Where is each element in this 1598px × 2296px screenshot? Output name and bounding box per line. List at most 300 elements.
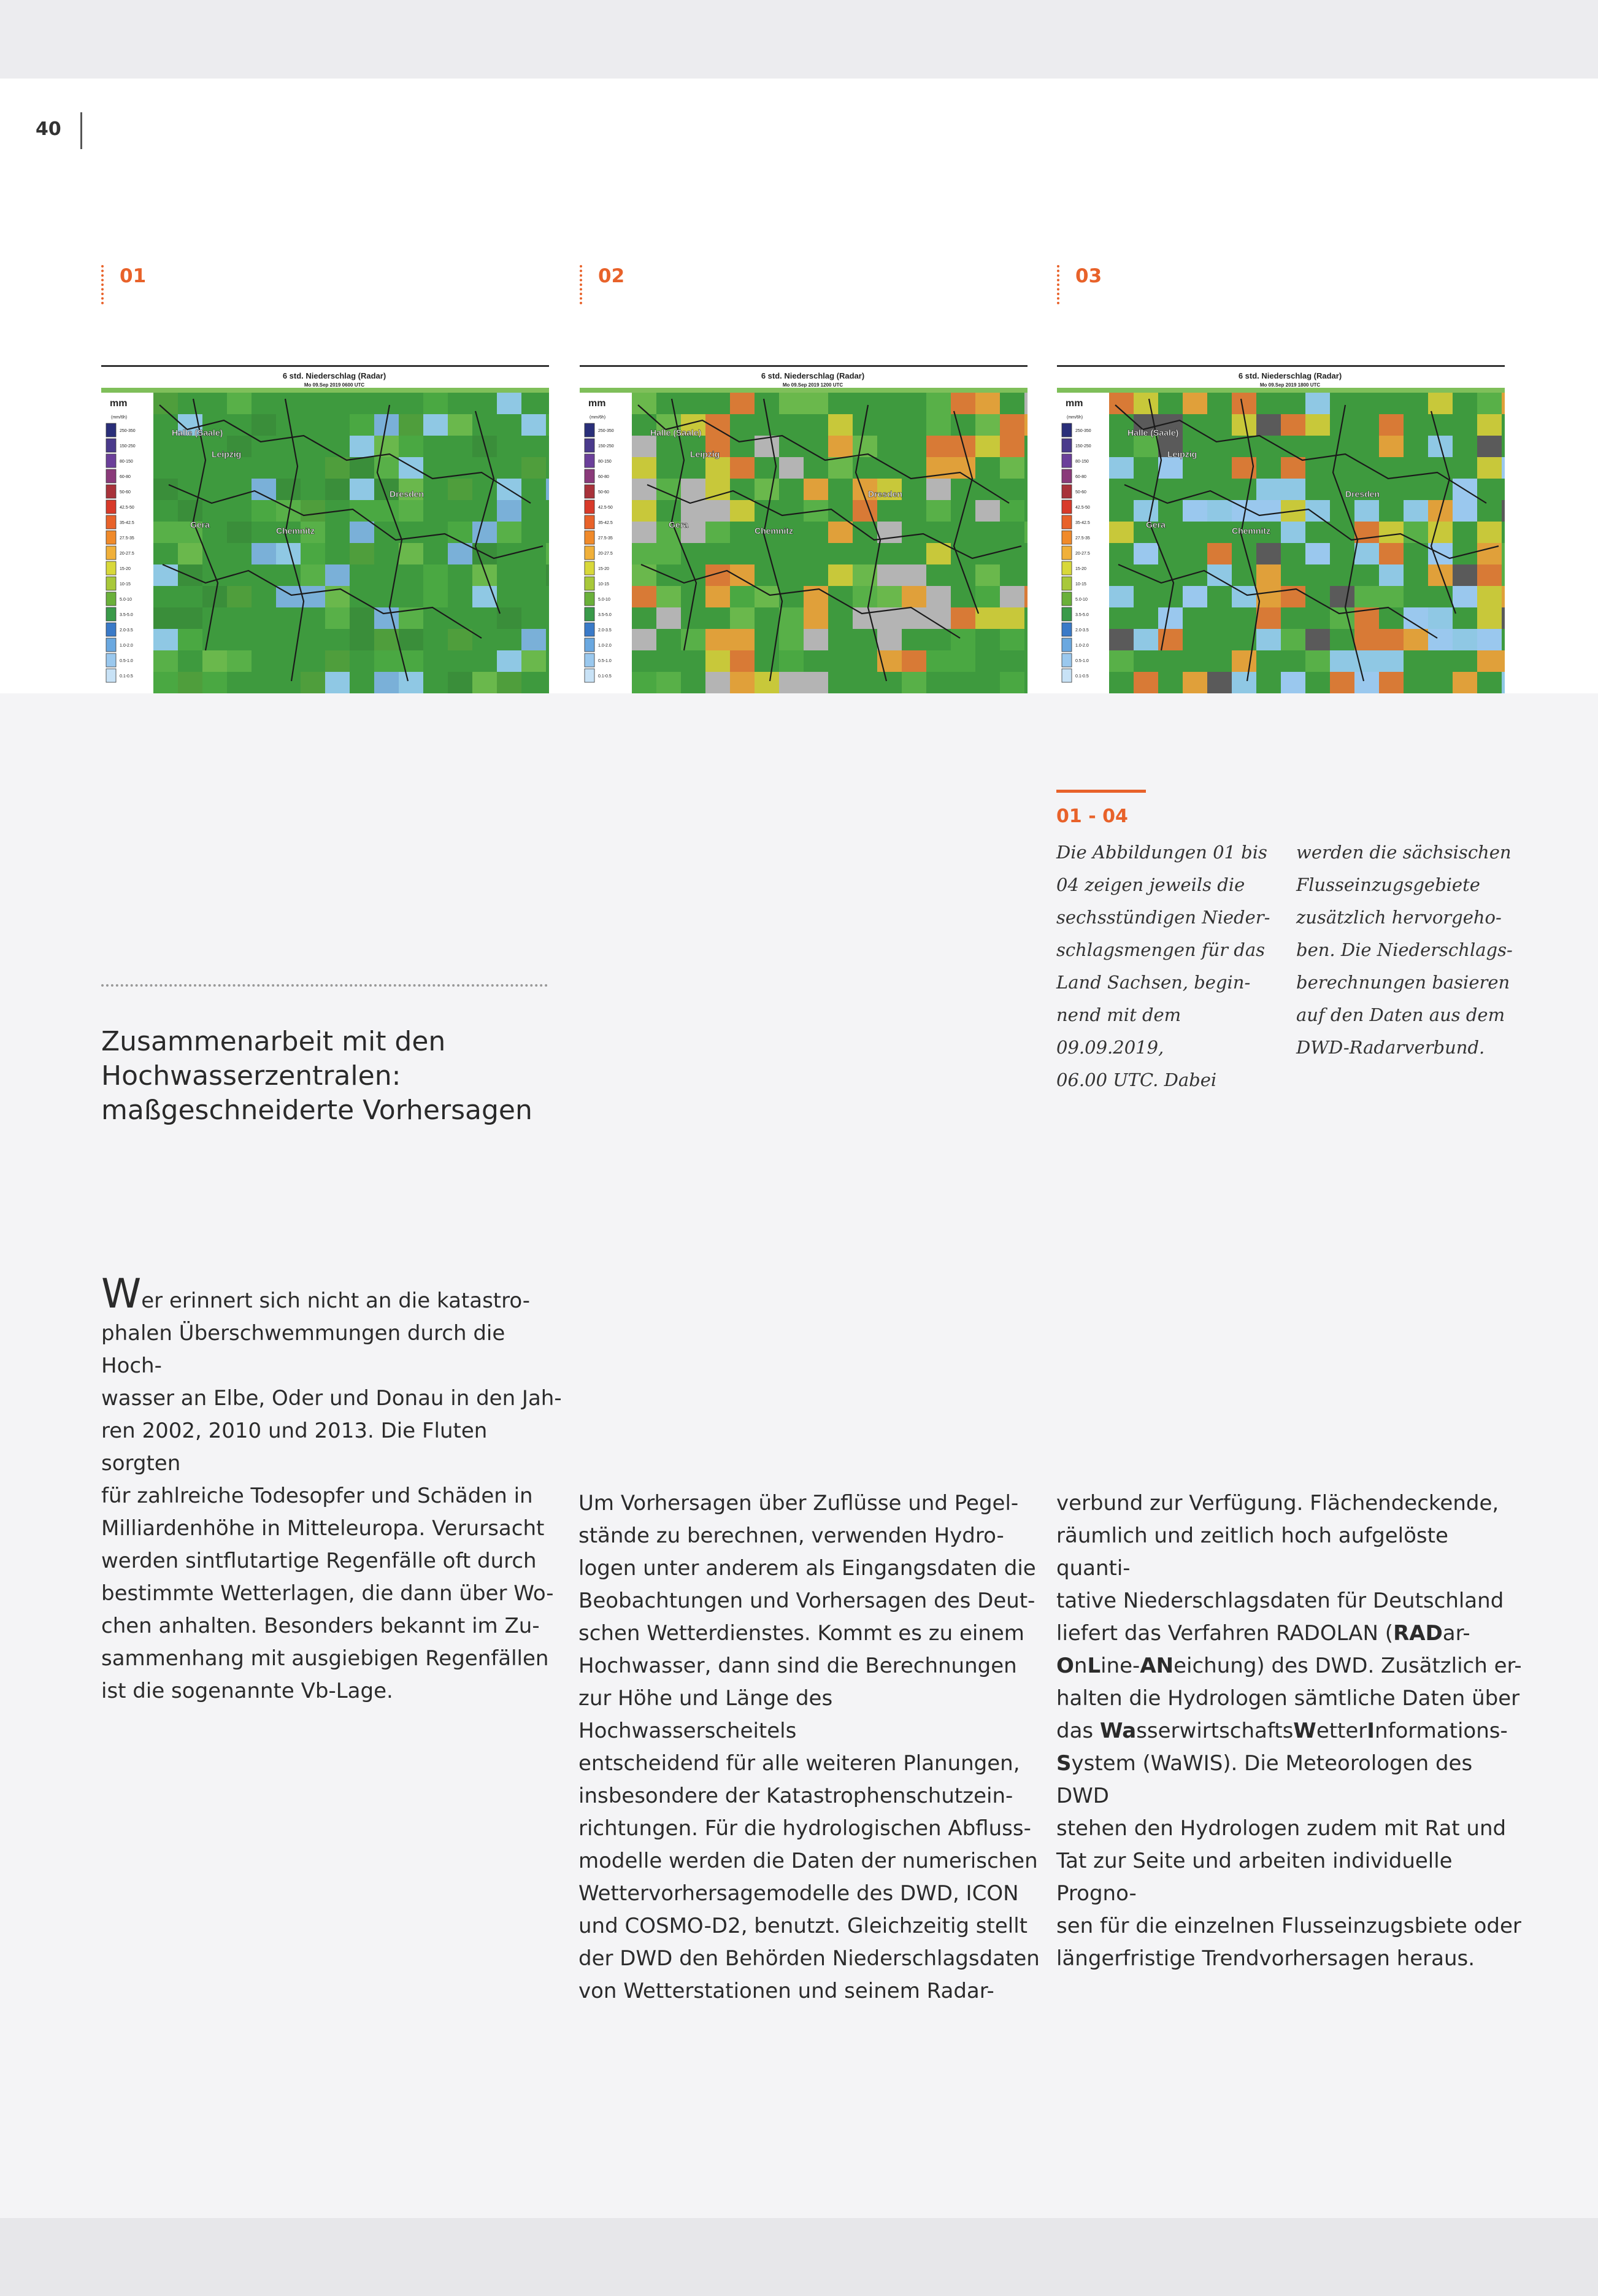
precipitation-cell (1207, 586, 1232, 607)
precipitation-cell (1000, 607, 1024, 629)
precipitation-cell (902, 436, 926, 457)
precipitation-cell (1024, 543, 1028, 564)
legend-value: 60-80 (1075, 475, 1086, 479)
precipitation-cell (828, 457, 853, 479)
precipitation-cell (350, 414, 374, 436)
city-label: Chemnitz (755, 526, 793, 536)
precipitation-cell (804, 522, 828, 543)
precipitation-cell (951, 672, 975, 693)
precipitation-cell (423, 479, 448, 500)
precipitation-cell (1404, 586, 1428, 607)
precipitation-cell (951, 564, 975, 586)
precipitation-cell (1502, 672, 1505, 693)
precipitation-cell (423, 586, 448, 607)
legend-swatch (1062, 423, 1072, 437)
precipitation-cell (1281, 650, 1305, 672)
legend-value: 15-20 (1075, 567, 1086, 571)
precipitation-cell (975, 564, 1000, 586)
line (1056, 1715, 1523, 1747)
precipitation-cell (448, 586, 472, 607)
precipitation-cell (1305, 414, 1330, 436)
precipitation-cell (975, 650, 1000, 672)
precipitation-cell (227, 586, 252, 607)
precipitation-cell (1354, 564, 1379, 586)
precipitation-cell (877, 500, 902, 522)
precipitation-cell (951, 522, 975, 543)
precipitation-cell (1453, 543, 1477, 564)
precipitation-cell (472, 607, 497, 629)
legend-swatch (1062, 638, 1072, 652)
precipitation-cell (1281, 607, 1305, 629)
city-label: Gera (1146, 520, 1166, 530)
precipitation-cell (656, 650, 681, 672)
precipitation-cell (1109, 586, 1134, 607)
precipitation-cell (656, 543, 681, 564)
text: etter (1316, 1719, 1367, 1743)
precipitation-cell (828, 543, 853, 564)
acronym-highlight: I (1367, 1719, 1375, 1743)
precipitation-cell (1183, 479, 1207, 500)
precipitation-cell (1477, 500, 1502, 522)
precipitation-cell (227, 479, 252, 500)
precipitation-cell (1453, 522, 1477, 543)
text: ine- (1101, 1654, 1140, 1678)
legend-value: 3.5-5.0 (598, 613, 612, 617)
precipitation-cell (350, 436, 374, 457)
precipitation-cell (902, 414, 926, 436)
legend-swatch (585, 653, 594, 667)
precipitation-cell (853, 586, 877, 607)
precipitation-cell (1502, 543, 1505, 564)
precipitation-cell (1207, 479, 1232, 500)
precipitation-cell (521, 479, 546, 500)
precipitation-cell (1428, 607, 1453, 629)
precipitation-cell (632, 479, 656, 500)
body-column-3 (1056, 1487, 1523, 1975)
precipitation-cell (1477, 522, 1502, 543)
legend-swatch (1062, 454, 1072, 468)
legend-swatch (1062, 469, 1072, 483)
precipitation-cell (877, 672, 902, 693)
precipitation-cell (1404, 500, 1428, 522)
precipitation-cell (853, 500, 877, 522)
precipitation-cell (632, 564, 656, 586)
paragraph-text: Um Vorhersagen über Zuflüsse und Pegel- stände zu berechnen, verwenden Hydro- logen unter anderem als Eingangsdaten die Beobachtungen und Vorhersagen des Deut- schen Wetterdienstes. Kommt es zu einem Hochwasser, dann sind die Berechnungen zur Höhe und Länge des Hochwasserscheitels entscheidend für alle weiteren Planungen, insbesondere der Katastrophenschutzein- richtungen. Für die hydrologischen Abfluss- modelle werden die Daten der numerischen Wettervorhersagemodelle des DWD, ICON und COSMO-D2, benutzt. Gleichzeitig stellt der DWD den Behörden Niederschlagsdaten von Wetterstationen und seinem Radar- (578, 1491, 1040, 2003)
precipitation-cell (1379, 522, 1404, 543)
precipitation-cell (828, 607, 853, 629)
precipitation-cell (1477, 414, 1502, 436)
precipitation-cell (877, 436, 902, 457)
precipitation-cell (853, 672, 877, 693)
legend-swatch (585, 638, 594, 652)
precipitation-cell (1207, 543, 1232, 564)
precipitation-cell (1428, 650, 1453, 672)
precipitation-cell (448, 414, 472, 436)
precipitation-cell (1453, 629, 1477, 650)
caption-right (1296, 836, 1529, 1064)
precipitation-cell (902, 586, 926, 607)
precipitation-cell (374, 650, 399, 672)
legend-unit-sub: (mm/6h) (111, 415, 128, 420)
legend-value: 3.5-5.0 (1075, 613, 1089, 617)
precipitation-cell (705, 586, 730, 607)
precipitation-cell (423, 543, 448, 564)
precipitation-cell (1232, 650, 1256, 672)
precipitation-cell (926, 393, 951, 414)
precipitation-cell (227, 629, 252, 650)
precipitation-cell (448, 564, 472, 586)
precipitation-cell (1024, 500, 1028, 522)
precipitation-cell (1354, 393, 1379, 414)
precipitation-cell (804, 629, 828, 650)
precipitation-field (153, 393, 549, 693)
legend-value: 35-42.5 (120, 521, 134, 525)
precipitation-cell (705, 393, 730, 414)
precipitation-cell (1158, 393, 1183, 414)
precipitation-cell (730, 672, 755, 693)
precipitation-cell (1000, 522, 1024, 543)
precipitation-cell (877, 586, 902, 607)
precipitation-cell (632, 672, 656, 693)
precipitation-cell (1207, 672, 1232, 693)
precipitation-cell (828, 672, 853, 693)
city-label: Chemnitz (1232, 526, 1270, 536)
precipitation-cell (153, 436, 178, 457)
precipitation-cell (828, 479, 853, 500)
precipitation-cell (227, 457, 252, 479)
legend-swatch (1062, 439, 1072, 452)
city-label: Chemnitz (276, 526, 315, 536)
precipitation-cell (951, 629, 975, 650)
legend-unit: mm (588, 398, 606, 409)
precipitation-cell (423, 436, 448, 457)
precipitation-cell (546, 629, 549, 650)
text: ystem (WaWIS). Die Meteorologen des DWD (1056, 1751, 1473, 1808)
precipitation-cell (1000, 586, 1024, 607)
precipitation-cell (755, 672, 779, 693)
precipitation-cell (1281, 414, 1305, 436)
legend-swatch (106, 577, 116, 590)
precipitation-cell (1354, 414, 1379, 436)
precipitation-cell (448, 436, 472, 457)
precipitation-cell (656, 564, 681, 586)
precipitation-cell (1109, 457, 1134, 479)
precipitation-cell (926, 564, 951, 586)
precipitation-cell (1134, 543, 1158, 564)
precipitation-cell (1477, 650, 1502, 672)
precipitation-cell (681, 672, 705, 693)
legend-value: 1.0-2.0 (120, 644, 133, 648)
legend-swatch (585, 669, 594, 682)
precipitation-cell (1354, 457, 1379, 479)
precipitation-cell (779, 672, 804, 693)
legend-value: 3.5-5.0 (120, 613, 133, 617)
line: tative Niederschlagsdaten für Deutschland (1056, 1589, 1504, 1613)
legend-value: 27.5-35 (598, 536, 613, 541)
legend-value: 60-80 (598, 475, 609, 479)
caption-right-text: werden die sächsischen Flusseinzugsgebiete zusätzlich hervorgeho- ben. Die Niederschlags- berechnungen basieren auf den Daten aus dem DWD-Radarverbund. (1296, 842, 1513, 1058)
precipitation-cell (423, 522, 448, 543)
precipitation-cell (153, 607, 178, 629)
precipitation-cell (877, 457, 902, 479)
precipitation-cell (1256, 500, 1281, 522)
precipitation-cell (1305, 457, 1330, 479)
precipitation-cell (472, 522, 497, 543)
line: längerfristige Trendvorhersagen heraus. (1056, 1946, 1475, 1971)
precipitation-cell (656, 607, 681, 629)
precipitation-cell (1404, 436, 1428, 457)
legend-swatch (106, 607, 116, 621)
precipitation-cell (178, 629, 202, 650)
precipitation-cell (681, 650, 705, 672)
precipitation-cell (632, 457, 656, 479)
legend-value: 150-250 (598, 444, 614, 449)
precipitation-cell (1183, 607, 1207, 629)
legend-swatch (585, 515, 594, 529)
legend-value: 2.0-3.5 (598, 628, 612, 633)
precipitation-cell (1232, 672, 1256, 693)
precipitation-cell (1379, 543, 1404, 564)
precipitation-cell (705, 522, 730, 543)
precipitation-cell (1207, 457, 1232, 479)
precipitation-cell (546, 586, 549, 607)
acronym-highlight: RAD (1393, 1621, 1443, 1646)
precipitation-cell (730, 629, 755, 650)
legend-swatch (1062, 500, 1072, 514)
precipitation-cell (1109, 629, 1134, 650)
precipitation-cell (178, 672, 202, 693)
paragraph-text: er erinnert sich nicht an die katastro- phalen Überschwemmungen durch die Hoch- wasser an Elbe, Oder und Donau in den Jah- ren 2002, 2010 und 2013. Die Fluten sorgten für zahlreiche Todesopfer und Schäden in Milliardenhöhe in Mitteleuropa. Verursacht werden sintflutartige Regenfälle oft durch bestimmte Wetterlagen, die dann über Wo- chen anhalten. Besonders bekannt im Zu- sammenhang mit ausgiebigen Regenfällen ist die sogenannte Vb-Lage. (101, 1289, 562, 1703)
precipitation-cell (902, 607, 926, 629)
precipitation-cell (1000, 650, 1024, 672)
precipitation-cell (926, 414, 951, 436)
precipitation-cell (1305, 543, 1330, 564)
legend-swatch (585, 439, 594, 452)
precipitation-cell (1379, 500, 1404, 522)
line: sen für die einzelnen Flusseinzugsbiete oder (1056, 1914, 1521, 1938)
precipitation-cell (497, 650, 521, 672)
precipitation-cell (1404, 393, 1428, 414)
precipitation-cell (828, 522, 853, 543)
precipitation-cell (681, 607, 705, 629)
precipitation-cell (902, 479, 926, 500)
top-margin-strip (0, 0, 1598, 79)
precipitation-cell (325, 479, 350, 500)
precipitation-cell (1502, 500, 1505, 522)
precipitation-cell (926, 629, 951, 650)
legend-swatch (106, 546, 116, 560)
precipitation-cell (301, 479, 325, 500)
precipitation-cell (423, 650, 448, 672)
legend-swatch (106, 423, 116, 437)
legend-value: 20-27.5 (1075, 552, 1090, 556)
precipitation-cell (1183, 629, 1207, 650)
precipitation-cell (1305, 436, 1330, 457)
precipitation-cell (779, 586, 804, 607)
precipitation-cell (1502, 522, 1505, 543)
precipitation-cell (1134, 436, 1158, 457)
acronym-highlight: W (1293, 1719, 1316, 1743)
precipitation-cell (1134, 672, 1158, 693)
text: sserwirtschafts (1136, 1719, 1294, 1743)
precipitation-cell (804, 414, 828, 436)
precipitation-cell (828, 436, 853, 457)
precipitation-cell (705, 500, 730, 522)
precipitation-cell (1256, 543, 1281, 564)
precipitation-cell (1256, 672, 1281, 693)
precipitation-cell (399, 393, 423, 414)
caption-rule (1056, 790, 1146, 793)
legend-swatch (106, 653, 116, 667)
precipitation-cell (301, 393, 325, 414)
precipitation-cell (448, 500, 472, 522)
precipitation-cell (153, 500, 178, 522)
legend-value: 150-250 (1075, 444, 1091, 449)
figure-number: 01 (120, 265, 147, 287)
precipitation-cell (1502, 650, 1505, 672)
legend-value: 35-42.5 (598, 521, 613, 525)
precipitation-cell (350, 629, 374, 650)
legend-swatch (585, 469, 594, 483)
precipitation-cell (1453, 500, 1477, 522)
precipitation-cell (1024, 479, 1028, 500)
legend-value: 42.5-50 (120, 506, 134, 510)
precipitation-cell (325, 672, 350, 693)
precipitation-cell (350, 672, 374, 693)
precipitation-cell (1330, 650, 1354, 672)
precipitation-cell (521, 414, 546, 436)
precipitation-cell (1256, 629, 1281, 650)
precipitation-cell (755, 479, 779, 500)
precipitation-cell (325, 564, 350, 586)
precipitation-cell (497, 629, 521, 650)
legend-value: 80-150 (1075, 460, 1089, 464)
legend-swatch (106, 515, 116, 529)
precipitation-cell (1453, 672, 1477, 693)
legend-value: 50-60 (1075, 490, 1086, 495)
precipitation-cell (1232, 393, 1256, 414)
precipitation-cell (227, 543, 252, 564)
line (1056, 1617, 1523, 1650)
precipitation-cell (546, 500, 549, 522)
city-label: Dresden (1345, 489, 1380, 499)
precipitation-cell (350, 607, 374, 629)
precipitation-cell (1256, 564, 1281, 586)
precipitation-cell (252, 393, 276, 414)
precipitation-cell (546, 457, 549, 479)
precipitation-cell (153, 522, 178, 543)
paragraph (101, 1270, 567, 1708)
precipitation-cell (1379, 586, 1404, 607)
precipitation-cell (804, 564, 828, 586)
precipitation-cell (975, 414, 1000, 436)
legend-value: 20-27.5 (598, 552, 613, 556)
figure-label-dots (101, 265, 104, 304)
precipitation-cell (252, 672, 276, 693)
precipitation-cell (252, 479, 276, 500)
precipitation-cell (1281, 564, 1305, 586)
precipitation-cell (1158, 479, 1183, 500)
precipitation-cell (325, 393, 350, 414)
legend-swatch (106, 623, 116, 636)
legend-value: 5.0-10 (598, 598, 610, 602)
precipitation-cell (705, 607, 730, 629)
precipitation-cell (975, 500, 1000, 522)
precipitation-cell (178, 564, 202, 586)
city-label: Leipzig (212, 449, 242, 459)
precipitation-cell (779, 393, 804, 414)
precipitation-cell (705, 650, 730, 672)
precipitation-cell (521, 393, 546, 414)
precipitation-cell (1379, 436, 1404, 457)
acronym-highlight: AN (1140, 1654, 1174, 1678)
precipitation-cell (1207, 607, 1232, 629)
precipitation-cell (1024, 522, 1028, 543)
precipitation-cell (178, 457, 202, 479)
legend-swatch (585, 623, 594, 636)
precipitation-cell (546, 672, 549, 693)
map-title: 6 std. Niederschlag (Radar) (1238, 371, 1342, 380)
precipitation-cell (975, 607, 1000, 629)
precipitation-cell (1305, 672, 1330, 693)
precipitation-cell (1158, 650, 1183, 672)
legend-value: 150-250 (120, 444, 136, 449)
precipitation-cell (153, 586, 178, 607)
precipitation-cell (252, 457, 276, 479)
precipitation-cell (276, 607, 301, 629)
legend-value: 250-350 (598, 429, 614, 433)
precipitation-cell (804, 543, 828, 564)
city-label: Dresden (868, 489, 903, 499)
precipitation-cell (1404, 479, 1428, 500)
precipitation-cell (1330, 586, 1354, 607)
precipitation-cell (656, 457, 681, 479)
precipitation-cell (656, 672, 681, 693)
precipitation-cell (1183, 586, 1207, 607)
precipitation-cell (1330, 543, 1354, 564)
precipitation-cell (1281, 522, 1305, 543)
precipitation-cell (1000, 564, 1024, 586)
legend-value: 0.1-0.5 (1075, 674, 1089, 679)
precipitation-cell (1305, 564, 1330, 586)
precipitation-cell (423, 607, 448, 629)
precipitation-cell (1477, 607, 1502, 629)
line: halten die Hydrologen sämtliche Daten über (1056, 1686, 1520, 1711)
precipitation-cell (1024, 564, 1028, 586)
precipitation-cell (705, 543, 730, 564)
acronym-highlight: O (1056, 1654, 1074, 1678)
precipitation-cell (301, 672, 325, 693)
map-title: 6 std. Niederschlag (Radar) (282, 371, 386, 380)
precipitation-cell (153, 479, 178, 500)
precipitation-cell (1024, 414, 1028, 436)
precipitation-cell (951, 414, 975, 436)
precipitation-cell (1256, 393, 1281, 414)
precipitation-cell (975, 586, 1000, 607)
precipitation-cell (350, 500, 374, 522)
line: verbund zur Verfügung. Flächendeckende, (1056, 1491, 1499, 1516)
precipitation-cell (975, 543, 1000, 564)
bottom-margin-strip (0, 2218, 1598, 2296)
legend-swatch (585, 546, 594, 560)
line: Tat zur Seite und arbeiten individuelle Progno- (1056, 1849, 1453, 1906)
precipitation-cell (374, 543, 399, 564)
precipitation-cell (926, 479, 951, 500)
legend-swatch (106, 561, 116, 575)
precipitation-cell (472, 650, 497, 672)
precipitation-cell (202, 500, 227, 522)
precipitation-cell (1109, 607, 1134, 629)
